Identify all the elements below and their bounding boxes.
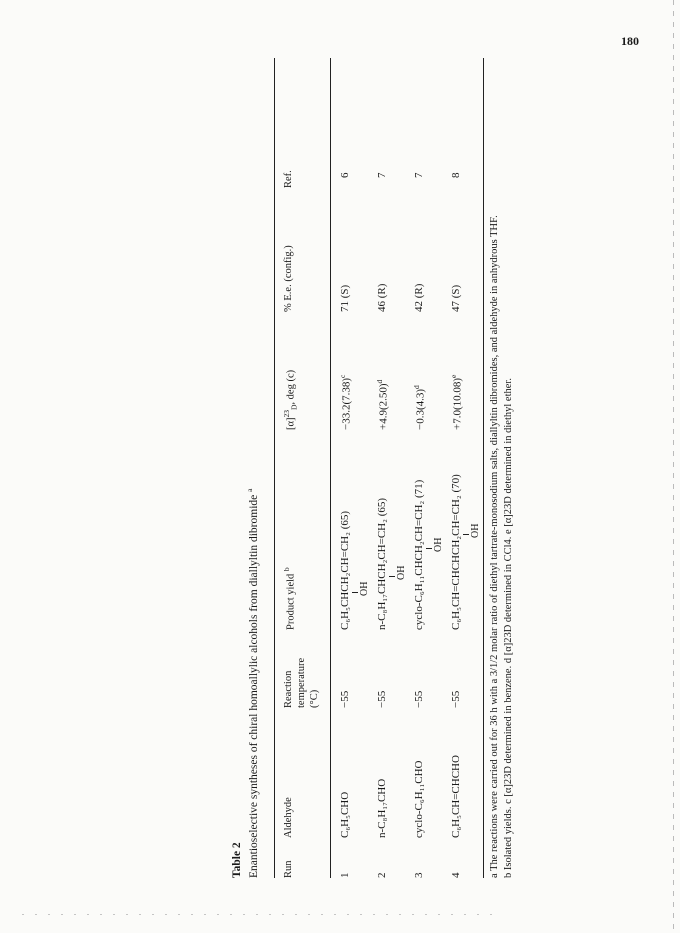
cell-product: C₆H₅CHCH₂CH=CH₂ (65) — [339, 510, 351, 630]
header-product-yield — [282, 567, 298, 630]
cell-product: n-C₈H₁₇CHCH₂CH=CH₂ (65) — [376, 497, 388, 630]
rotated-table-block — [230, 58, 520, 878]
cell-temperature: −55 — [376, 690, 388, 708]
cell-run: 1 — [339, 872, 351, 878]
header-aldehyde: Aldehyde — [283, 797, 294, 838]
cell-ee: 46 (R) — [376, 283, 388, 312]
cell-rotation-value: −33.2(7.38) — [340, 377, 353, 430]
header-ref: Ref. — [283, 170, 294, 188]
header-temperature-line: (°C) — [309, 689, 321, 708]
cell-aldehyde: n-C₈H₁₇CHO — [376, 778, 388, 838]
header-temperature — [282, 658, 321, 708]
table-footnote: b Isolated yields. c [α]23D determined in benzene. d [α]23D determined in CCl4. e [α]23D determined in diethyl ether. — [503, 378, 514, 878]
cell-ref: 8 — [450, 172, 462, 178]
table-top-rule — [274, 58, 275, 878]
header-run: Run — [283, 860, 294, 878]
header-product-yield-text: Product yield — [285, 573, 297, 630]
cell-ref: 7 — [376, 172, 388, 178]
page-number: 180 — [621, 34, 639, 48]
header-temperature-line: Reaction — [283, 670, 294, 708]
cell-temperature: −55 — [450, 690, 462, 708]
scan-edge-artifact — [673, 0, 674, 933]
cell-ee: 71 (S) — [339, 284, 351, 312]
table-footnote: a The reactions were carried out for 36 h with a 3/1/2 molar ratio of diethyl tartrate-monosodium salts, diallyltin dibromides, and aldehyde in anhydrous THF. — [489, 215, 500, 878]
cell-rotation — [449, 375, 465, 430]
cell-ref: 7 — [413, 172, 425, 178]
cell-product-oh: OH — [470, 523, 481, 538]
table-caption-text: Enantioselective syntheses of chiral homoallylic alcohols from diallyltin dibromide — [247, 494, 260, 878]
cell-rotation-mark: e — [449, 374, 458, 378]
cell-product-oh: OH — [359, 581, 370, 596]
header-rotation-suffix: , deg (c) — [285, 369, 297, 405]
header-rotation-symbol: [α] — [285, 417, 297, 430]
cell-rotation-value: −0.3(4.3) — [414, 388, 427, 430]
header-rule — [330, 58, 331, 878]
table-label: Table 2 — [231, 842, 243, 878]
table-bottom-rule — [483, 58, 484, 878]
cell-rotation — [412, 385, 428, 430]
cell-product-oh: OH — [396, 565, 407, 580]
header-rotation-sub: D — [289, 404, 299, 410]
cell-rotation — [375, 380, 391, 430]
cell-aldehyde: C₆H₅CH=CHCHO — [450, 755, 462, 838]
caption-footnote-mark: a — [245, 488, 254, 492]
header-temperature-line: temperature — [296, 657, 308, 708]
header-rotation — [282, 370, 299, 430]
header-rotation-sup: 23 — [282, 410, 291, 418]
cell-rotation-mark: d — [412, 385, 421, 389]
scan-dot-artifact — [22, 914, 492, 915]
cell-rotation-mark: d — [375, 379, 384, 384]
cell-ee: 47 (S) — [450, 284, 462, 312]
cell-temperature: −55 — [339, 690, 351, 708]
cell-rotation-value: +7.0(10.08) — [451, 377, 464, 430]
cell-rotation-mark: c — [338, 374, 347, 378]
cell-temperature: −55 — [413, 690, 425, 708]
cell-aldehyde: cyclo-C₆H₁₁CHO — [413, 760, 425, 838]
cell-rotation-value: +4.9(2.50) — [377, 383, 390, 430]
cell-ref: 6 — [339, 172, 351, 178]
cell-ee: 42 (R) — [413, 283, 425, 312]
cell-product: C₆H₅CH=CHCHCH₂CH=CH₂ (70) — [450, 474, 462, 630]
cell-product-oh: OH — [433, 537, 444, 552]
header-product-yield-mark: b — [282, 567, 291, 572]
cell-run: 3 — [413, 872, 425, 878]
cell-run: 2 — [376, 872, 388, 878]
cell-product: cyclo-C₆H₁₁CHCH₂CH=CH₂ (71) — [413, 479, 425, 630]
cell-aldehyde: C₆H₅CHO — [339, 791, 351, 838]
cell-run: 4 — [450, 872, 462, 878]
cell-rotation — [338, 375, 354, 430]
header-ee: % E.e. (config.) — [283, 245, 294, 312]
table-caption — [245, 489, 262, 878]
